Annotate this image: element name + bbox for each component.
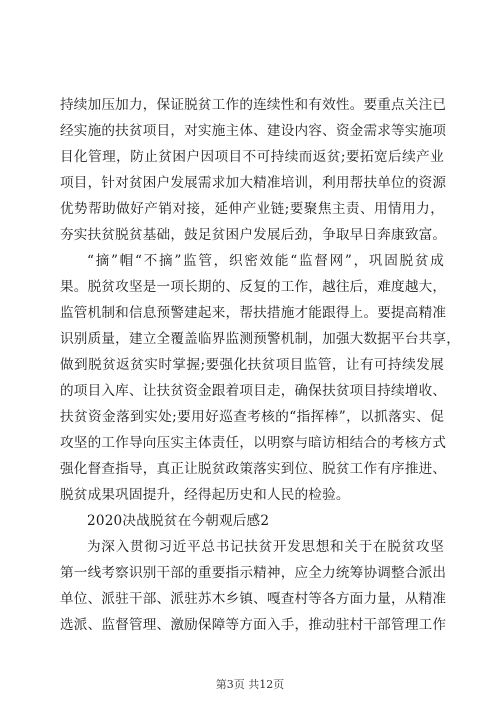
text-line: 单位、派驻干部、派驻苏木乡镇、嘎查村等各方面力量，从精准 [60, 591, 447, 607]
text-line: 优势帮助做好产销对接，延伸产业链;要聚焦主责、用情用力， [60, 201, 444, 217]
text-line: 脱贫成果巩固提升，经得起历史和人民的检验。 [60, 487, 350, 503]
paragraph-first-line: 为深入贯彻习近平总书记扶贫开发思想和关于在脱贫攻坚 [87, 539, 444, 555]
page-number: 第3页 共12页 [215, 678, 285, 691]
text-line: 做到脱贫返贫实时掌握;要强化扶贫项目监管，让有可持续发展 [60, 357, 444, 373]
text-line: 果。脱贫攻坚是一项长期的、反复的工作，越往后，难度越大， [60, 279, 447, 295]
text-line: 持续加压加力，保证脱贫工作的连续性和有效性。要重点关注已 [60, 97, 447, 113]
text-line: 选派、监督管理、激励保障等方面入手，推动驻村干部管理工作 [60, 617, 447, 633]
text-line: 扶贫资金落到实处;要用好巡查考核的“指挥棒”，以抓落实、促 [60, 409, 444, 425]
text-line: 夯实扶贫脱贫基础，鼓足贫困户发展后劲，争取早日奔康致富。 [60, 227, 447, 243]
text-line: 经实施的扶贫项目，对实施主体、建设内容、资金需求等实施项 [60, 123, 447, 139]
text-line: 强化督查指导，真正让脱贫政策落实到位、脱贫工作有序推进、 [60, 461, 447, 477]
text-line: 监管机制和信息预警建起来，帮扶措施才能跟得上。要提高精准 [60, 305, 447, 321]
document-body [60, 92, 461, 638]
text-line: 项目，针对贫困户发展需求加大精准培训，利用帮扶单位的资源 [60, 175, 447, 191]
text-line: 的项目入库、让扶贫资金跟着项目走，确保扶贫项目持续增收、 [60, 383, 447, 399]
text-line: 目化管理，防止贫困户因项目不可持续而返贫;要拓宽后续产业 [60, 149, 444, 165]
page-footer [0, 676, 500, 692]
paragraph-first-line: “摘”帽“不摘”监管，织密效能“监督网”，巩固脱贫成 [87, 253, 444, 269]
section-heading: 2020决战脱贫在今朝观后感2 [87, 513, 270, 529]
text-line: 第一线考察识别干部的重要指示精神，应全力统筹协调整合派出 [60, 565, 447, 581]
text-line: 识别质量，建立全覆盖临界监测预警机制，加强大数据平台共享， [60, 331, 461, 347]
text-line: 攻坚的工作导向压实主体责任，以明察与暗访相结合的考核方式 [60, 435, 447, 451]
